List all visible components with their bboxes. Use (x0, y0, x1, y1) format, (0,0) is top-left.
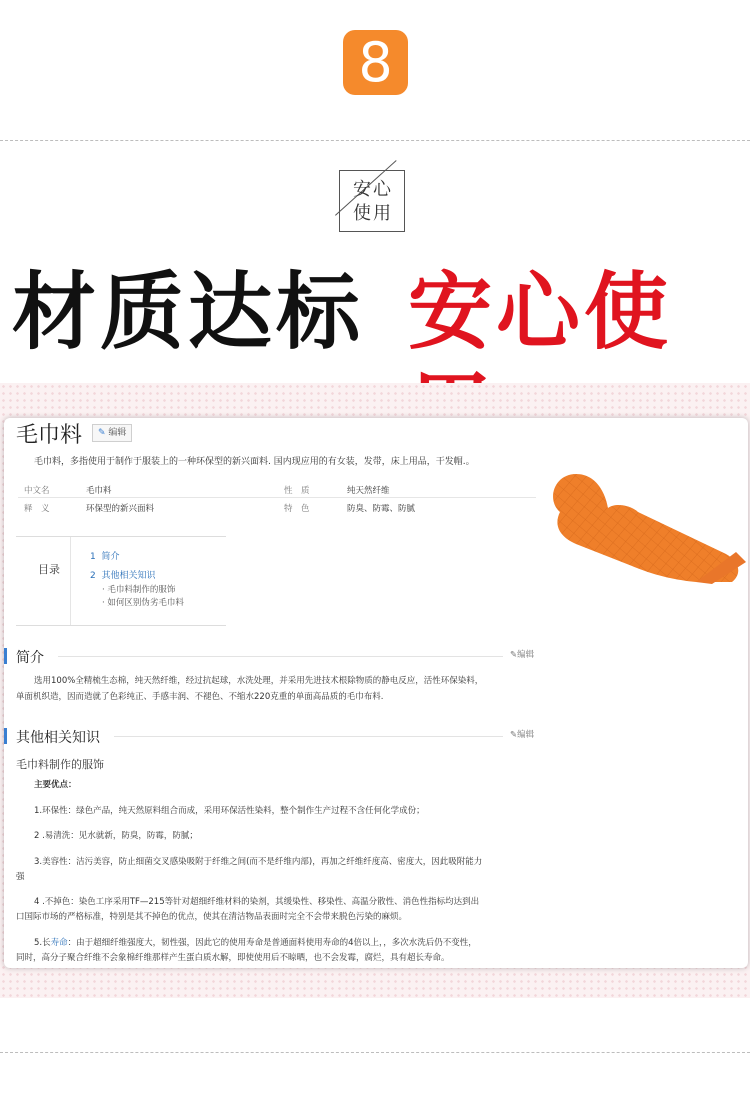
toc-item-number: 1 (90, 552, 96, 562)
infobox-value: 环保型的新兴面料 (86, 504, 155, 514)
section-edit-link[interactable] (510, 728, 534, 740)
toc-label: 目录 (38, 563, 60, 576)
seal-text-line1: 安心 (353, 179, 393, 200)
advantage-point (34, 936, 477, 948)
safe-use-seal (339, 170, 409, 236)
infobox-value: 防臭、防霉、防腻 (347, 504, 416, 514)
infobox-value: 毛巾料 (86, 486, 112, 496)
encyclopedia-screenshot-card (4, 418, 748, 968)
article-intro: 毛巾料，多指使用于制作于服装上的一种环保型的新兴面料. 国内现应用的有女装，发带，床上用品，干发帽.。 (34, 457, 475, 467)
pencil-icon: ✎ (510, 730, 518, 740)
toc-item-intro[interactable] (90, 549, 119, 562)
toc-item-text: 其他相关知识 (101, 571, 156, 581)
advantages-title: 主要优点： (34, 780, 77, 790)
advantage-point-cont: 口国际市场的严格标准，特别是其不掉色的优点，使其在清洁物品表面时完全不会带来脱色污染的麻烦。 (16, 912, 408, 922)
section-marker (4, 648, 7, 664)
table-of-contents (16, 536, 226, 626)
edit-button[interactable] (92, 424, 132, 442)
advantage-point: 4 .不掉色：染色工序采用TF—215等针对超细纤维材料的染剂，其缓染性、移染性、高温分散性、消色性指标均达到出 (34, 897, 480, 907)
infobox-key: 特 色 (284, 504, 310, 514)
lifespan-link[interactable]: 寿命 (50, 938, 68, 948)
toc-item-text: 简介 (101, 552, 120, 562)
section-edit-label: 编辑 (517, 730, 535, 740)
toc-subitem[interactable]: · 毛巾料制作的服饰 (102, 585, 176, 595)
infobox-value: 纯天然纤维 (347, 486, 390, 496)
subsection-heading: 毛巾料制作的服饰 (16, 758, 104, 771)
toc-divider (70, 537, 71, 625)
toc-subitem[interactable]: · 如何区别伪劣毛巾料 (102, 598, 184, 608)
point-text: ：由于超细纤维强度大，韧性强，因此它的使用寿命是普通面料使用寿命的4倍以上，，多次水洗后仍不变性， (67, 938, 477, 948)
point-prefix: 5.长 (34, 938, 51, 948)
dashed-divider-bottom (0, 1052, 750, 1053)
infobox-key: 中文名 (24, 486, 50, 496)
step-number-badge: 8 (343, 30, 408, 95)
section-marker (4, 728, 7, 744)
section-heading-knowledge: 其他相关知识 (16, 730, 100, 746)
section-edit-link[interactable] (510, 648, 534, 660)
infobox-key: 性 质 (284, 486, 310, 496)
advantage-point-cont: 同时，高分子聚合纤维不会象棉纤维那样产生蛋白质水解，即使使用后不晾晒，也不会发霉，腐烂，具有超长寿命。 (16, 953, 450, 963)
advantage-point: 2 .易清洗：见水就新，防臭，防霉，防腻； (34, 831, 198, 841)
intro-paragraph-line: 单面机织造，因而造就了色彩纯正、手感丰润、不褪色、不缩水220克重的单面高品质的毛巾布料. (16, 692, 384, 702)
section-rule (58, 656, 503, 657)
headline-quality: 材质达标 (12, 263, 365, 361)
pencil-icon: ✎ (510, 650, 518, 660)
section-edit-label: 编辑 (517, 650, 535, 660)
toc-item-number: 2 (90, 571, 96, 581)
edit-button-label: 编辑 (108, 428, 127, 438)
toc-subitem-text: 毛巾料制作的服饰 (107, 585, 176, 595)
headline-safe: 安心使 (408, 263, 673, 361)
oven-mitt-image (536, 466, 746, 586)
mitt-body (553, 474, 738, 582)
toc-subitem-text: 如何区别伪劣毛巾料 (107, 598, 184, 608)
advantage-point: 3.美容性：洁污美容，防止细菌交叉感染吸附于纤维之间(而不是纤维内部)，再加之纤维纤度高、密度大，因此吸附能力 (34, 857, 483, 867)
infobox-divider (18, 497, 536, 498)
advantage-point-cont: 强 (16, 872, 25, 882)
section-heading-intro: 简介 (16, 650, 44, 666)
pencil-icon: ✎ (98, 428, 106, 438)
article-title: 毛巾料 (16, 423, 83, 448)
infobox-key: 释 义 (24, 504, 50, 514)
intro-paragraph-line: 选用100%全精梳生态棉，纯天然纤维，经过抗起球，水洗处理，并采用先进技术根除物质的静电反应，活性环保染料， (34, 676, 484, 686)
dashed-divider-top (0, 140, 750, 141)
toc-item-knowledge[interactable] (90, 568, 155, 581)
seal-text-line2: 使用 (353, 203, 393, 224)
advantage-point: 1.环保性：绿色产品，纯天然原料组合而成，采用环保活性染料，整个制作生产过程不含任何化学成份； (34, 806, 425, 816)
section-rule (114, 736, 503, 737)
